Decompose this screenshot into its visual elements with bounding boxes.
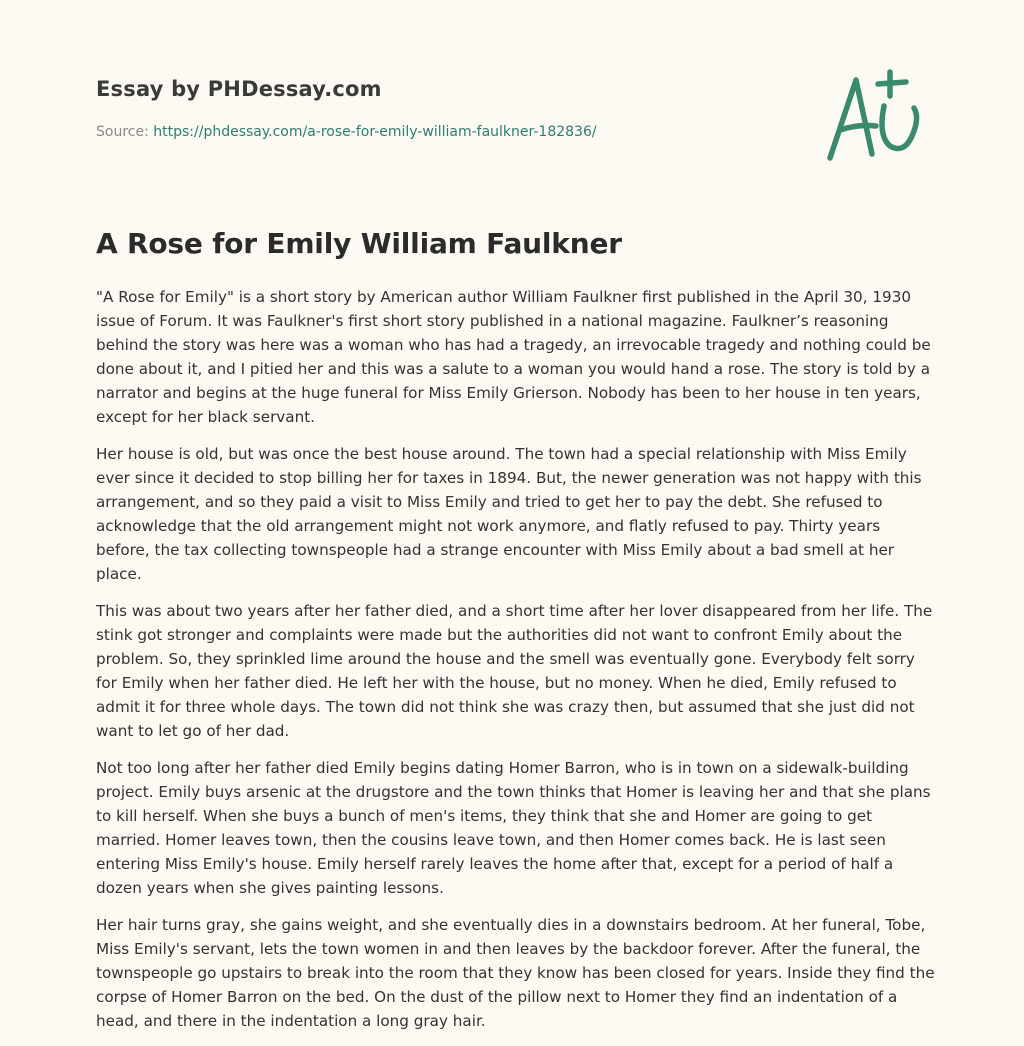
- a-plus-grade-icon: [820, 66, 930, 166]
- site-brand: Essay by PHDessay.com: [96, 77, 382, 101]
- paragraph: This was about two years after her father died, and a short time after her lover disappeared from her life. The stink got stronger and complaints were made but the authorities did not want to confront Emily about the problem. So, they sprinkled lime around the house and the smell was eventually gone. Everybody felt sorry for Emily when her father died. He left her with the house, but no money. When he died, Emily refused to admit it for three whole days. The town did not think she was crazy then, but assumed that she just did not want to let go of her dad.: [96, 602, 933, 740]
- paragraph: Not too long after her father died Emily begins dating Homer Barron, who is in town on a sidewalk-building project. Emily buys arsenic at the drugstore and the town thinks that Homer is leaving her and that she plans to kill herself. When she buys a bunch of men's items, they think that she and Homer are going to get married. Homer leaves town, then the cousins leave town, and then Homer comes back. He is last seen entering Miss Emily's house. Emily herself rarely leaves the home after that, except for a period of half a dozen years when she gives painting lessons.: [96, 759, 931, 897]
- source-link[interactable]: https://phdessay.com/a-rose-for-emily-william-faulkner-182836/: [153, 124, 597, 140]
- source-line: [96, 122, 796, 142]
- page-header: [96, 74, 796, 142]
- paragraph: Her hair turns gray, she gains weight, and she eventually dies in a downstairs bedroom. At her funeral, Tobe, Miss Emily's servant, lets the town women in and then leaves by the backdoor forever. After the funeral, the townspeople go upstairs to break into the room that they know has been closed for years. Inside they find the corpse of Homer Barron on the bed. On the dust of the pillow next to Homer they find an indentation of a head, and there in the indentation a long gray hair.: [96, 916, 935, 1030]
- article-body: [96, 285, 936, 1046]
- source-label: Source:: [96, 124, 149, 140]
- paragraph: "A Rose for Emily" is a short story by American author William Faulkner first published in the April 30, 1930 issue of Forum. It was Faulkner's first short story published in a national magazine. Faulkner’s reasoning behind the story was here was a woman who has had a tragedy, an irrevocable tragedy and nothing could be done about it, and I pitied her and this was a salute to a woman you would hand a rose. The story is told by a narrator and begins at the huge funeral for Miss Emily Grierson. Nobody has been to her house in ten years, except for her black servant.: [96, 288, 931, 426]
- paragraph: Her house is old, but was once the best house around. The town had a special relationship with Miss Emily ever since it decided to stop billing her for taxes in 1894. But, the newer generation was not happy with this arrangement, and so they paid a visit to Miss Emily and tried to get her to pay the debt. She refused to acknowledge that the old arrangement might not work anymore, and flatly refused to pay. Thirty years before, the tax collecting townspeople had a strange encounter with Miss Emily about a bad smell at her place.: [96, 445, 922, 583]
- article-title: A Rose for Emily William Faulkner: [96, 227, 622, 260]
